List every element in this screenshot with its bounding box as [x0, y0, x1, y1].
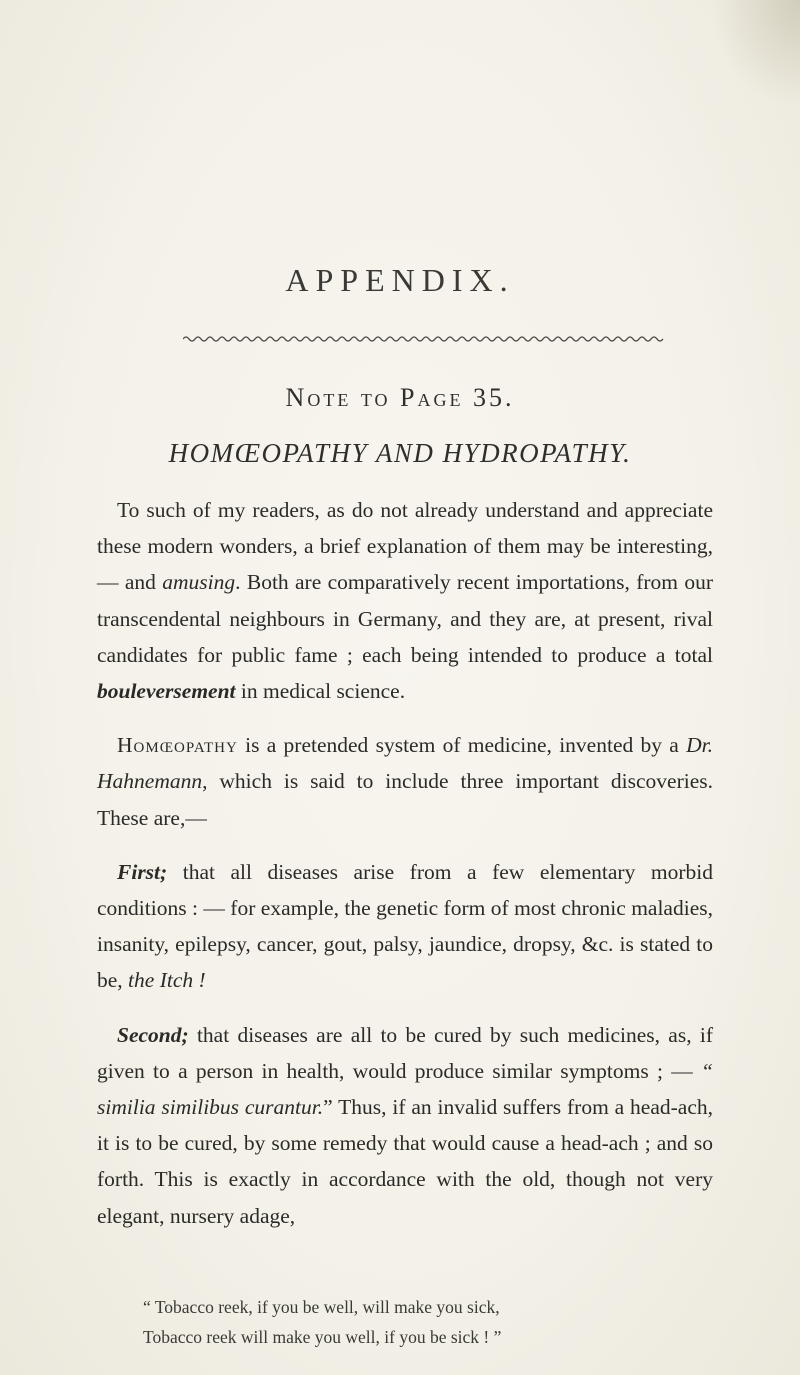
verse-line-1: “ Tobacco reek, if you be well, will make you sick,: [143, 1297, 500, 1317]
first-emphasis-itch: the Itch !: [128, 968, 206, 993]
intro-emphasis-bouleversement: bouleversement: [97, 679, 236, 704]
note-title-page-number: 35.: [472, 383, 515, 412]
wavy-divider: [183, 335, 667, 343]
first-label: First;: [117, 859, 168, 884]
homoeopathy-text-1: is a pretended system of medicine, invented by a: [237, 733, 687, 758]
second-text-1: that diseases are all to be cured by such medicines, as, if given to a person in health, would produce similar symptoms ; —: [97, 1022, 713, 1083]
verse-line-2: Tobacco reek will make you well, if you be sick ! ”: [143, 1327, 502, 1347]
intro-text-3: in medical science.: [235, 679, 406, 704]
paragraph-second: [97, 1017, 713, 1234]
paragraph-intro: [97, 492, 713, 709]
intro-emphasis-amusing: amusing: [162, 570, 236, 595]
paragraph-homoeopathy: [97, 727, 713, 836]
appendix-heading: APPENDIX.: [285, 262, 515, 298]
doctor-name: Dr. Hahnemann: [97, 733, 713, 794]
body-text: [97, 492, 713, 1234]
first-text: that all diseases arise from a few elementary morbid conditions : — for example, the genetic form of most chronic maladies, insanity, epilepsy, cancer, gout, palsy, jaundice, dropsy, &c. is stated to be,: [97, 859, 713, 993]
latin-maxim: “ similia similibus curantur.: [97, 1058, 713, 1120]
verse-quote: [143, 1292, 743, 1352]
intro-text-1: To such of my readers, as do not already understand and appreciate these modern wonders, a brief explanation of them may be interesting, — and: [97, 498, 713, 595]
note-title-lead: Note to Page: [285, 383, 464, 412]
homoeopathy-term: Homœopathy: [117, 733, 238, 758]
subject-title: HOMŒOPATHY AND HYDROPATHY.: [168, 438, 632, 468]
second-text-2: ” Thus, if an invalid suffers from a head-ach, it is to be cured, by some remedy that would cause a head-ach ; and so forth. This is exactly in accordance with the old, though not very elegant, nursery adage,: [97, 1095, 714, 1228]
paragraph-first: [97, 854, 713, 999]
second-label: Second;: [117, 1022, 189, 1047]
homoeopathy-text-2: , which is said to include three important discoveries. These are,—: [97, 769, 713, 830]
intro-text-2: . Both are comparatively recent importations, from our transcendental neighbours in Germany, and they are, at present, rival candidates for public fame ; each being intended to produce a total: [97, 570, 714, 667]
page-corner-shadow: [710, 0, 800, 110]
note-title: [0, 383, 800, 413]
